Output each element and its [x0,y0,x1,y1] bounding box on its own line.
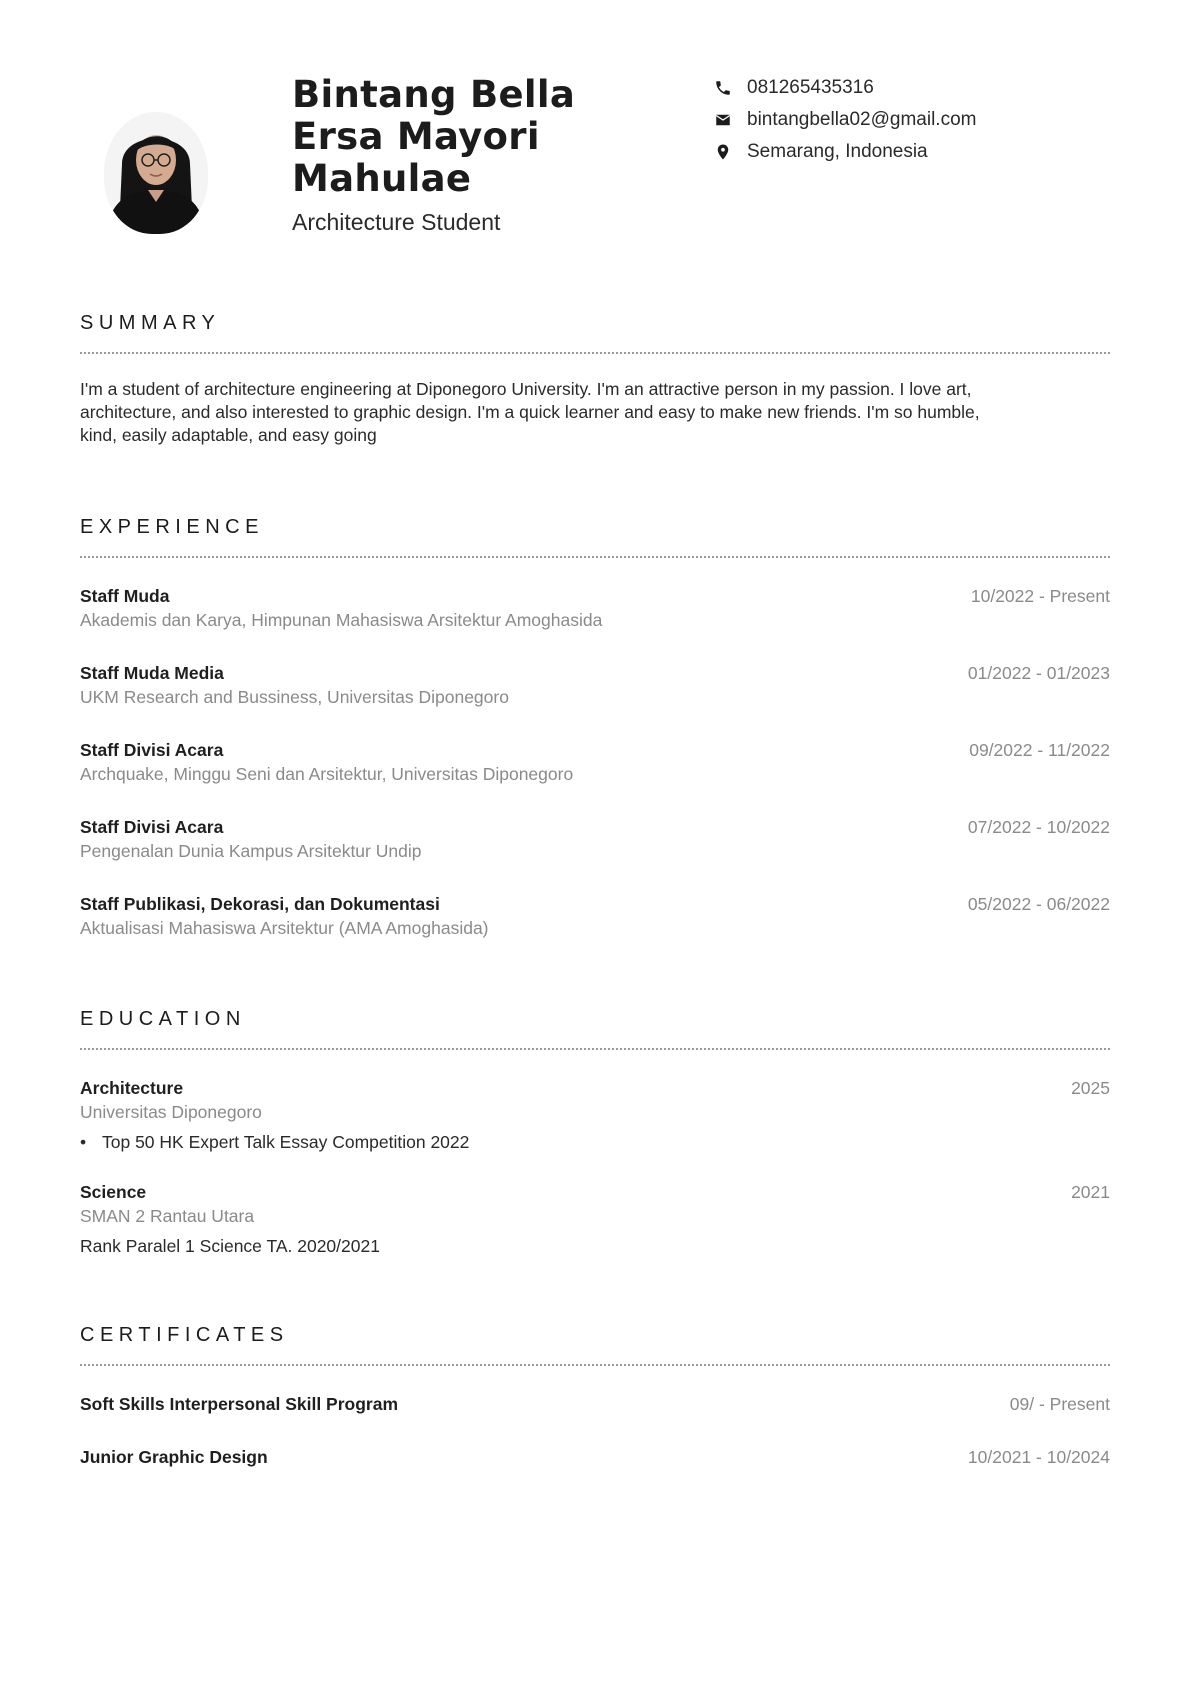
profile-photo [104,112,208,234]
certificate-item [80,1392,1110,1445]
experience-role: Staff Muda Media [80,663,224,683]
phone-row [714,72,976,104]
experience-role: Staff Divisi Acara [80,817,224,837]
contact-info [714,72,976,168]
education-year: 2021 [1071,1182,1110,1202]
email-icon [714,111,732,129]
education-year: 2025 [1071,1078,1110,1098]
certificates-section [80,1322,1110,1469]
experience-item [80,661,1110,738]
location-pin-icon [714,143,732,161]
education-school: SMAN 2 Rantau Utara [80,1206,255,1226]
phone-icon [714,79,732,97]
experience-item [80,815,1110,892]
experience-role: Staff Divisi Acara [80,740,224,760]
experience-role: Staff Muda [80,586,170,606]
experience-date: 01/2022 - 01/2023 [967,663,1110,683]
education-degree: Architecture [80,1078,184,1098]
summary-section [80,310,1110,447]
experience-date: 05/2022 - 06/2022 [967,894,1110,914]
email-address: bintangbella02@gmail.com [747,109,977,130]
experience-date: 09/2022 - 11/2022 [969,740,1110,760]
location-row [714,136,976,168]
experience-item [80,584,1110,661]
education-list [80,1076,1110,1258]
experience-date: 07/2022 - 10/2022 [967,817,1110,837]
education-note: Top 50 HK Expert Talk Essay Competition 2022 [102,1132,470,1152]
experience-organization: Akademis dan Karya, Himpunan Mahasiswa Arsitektur Amoghasida [80,610,603,630]
section-divider [80,556,1110,558]
experience-organization: Pengenalan Dunia Kampus Arsitektur Undip [80,841,422,861]
bullet-icon: • [80,1132,87,1152]
education-note: Rank Paralel 1 Science TA. 2020/2021 [80,1236,380,1256]
education-item [80,1180,1110,1258]
location-text: Semarang, Indonesia [747,141,928,162]
experience-organization: UKM Research and Bussiness, Universitas Diponegoro [80,687,509,707]
education-achievement [80,1130,1110,1154]
education-school: Universitas Diponegoro [80,1102,262,1122]
experience-organization: Archquake, Minggu Seni dan Arsitektur, Universitas Diponegoro [80,764,574,784]
phone-number: 081265435316 [747,77,874,98]
experience-date: 10/2022 - Present [970,586,1110,606]
experience-item [80,892,1110,969]
experience-organization: Aktualisasi Mahasiswa Arsitektur (AMA Amoghasida) [80,918,489,938]
certificates-list [80,1392,1110,1469]
section-divider [80,352,1110,354]
education-degree: Science [80,1182,147,1202]
section-divider [80,1364,1110,1366]
section-divider [80,1048,1110,1050]
certificate-date: 10/2021 - 10/2024 [967,1447,1110,1467]
experience-section [80,514,1110,969]
certificate-name: Junior Graphic Design [80,1447,268,1467]
experience-list [80,584,1110,969]
section-title-certificates: CERTIFICATES [80,1324,289,1346]
experience-item [80,738,1110,815]
education-section [80,1006,1110,1258]
email-row [714,104,976,136]
education-item [80,1076,1110,1154]
candidate-role: Architecture Student [292,209,501,235]
certificate-item [80,1445,1110,1469]
experience-role: Staff Publikasi, Dekorasi, dan Dokumentasi [80,894,440,914]
candidate-name: Bintang Bella Ersa Mayori Mahulae [292,73,576,200]
section-title-summary: SUMMARY [80,312,221,334]
section-title-education: EDUCATION [80,1008,246,1030]
certificate-name: Soft Skills Interpersonal Skill Program [80,1394,399,1414]
certificate-date: 09/ - Present [1009,1394,1110,1414]
summary-text: I'm a student of architecture engineering at Diponegoro University. I'm an attractive person in my passion. I love art, architecture, and also interested to graphic design. I'm a quick learner and easy to make new friends. I'm so humble, kind, easily adaptable, and easy going [80,379,980,445]
section-title-experience: EXPERIENCE [80,516,264,538]
